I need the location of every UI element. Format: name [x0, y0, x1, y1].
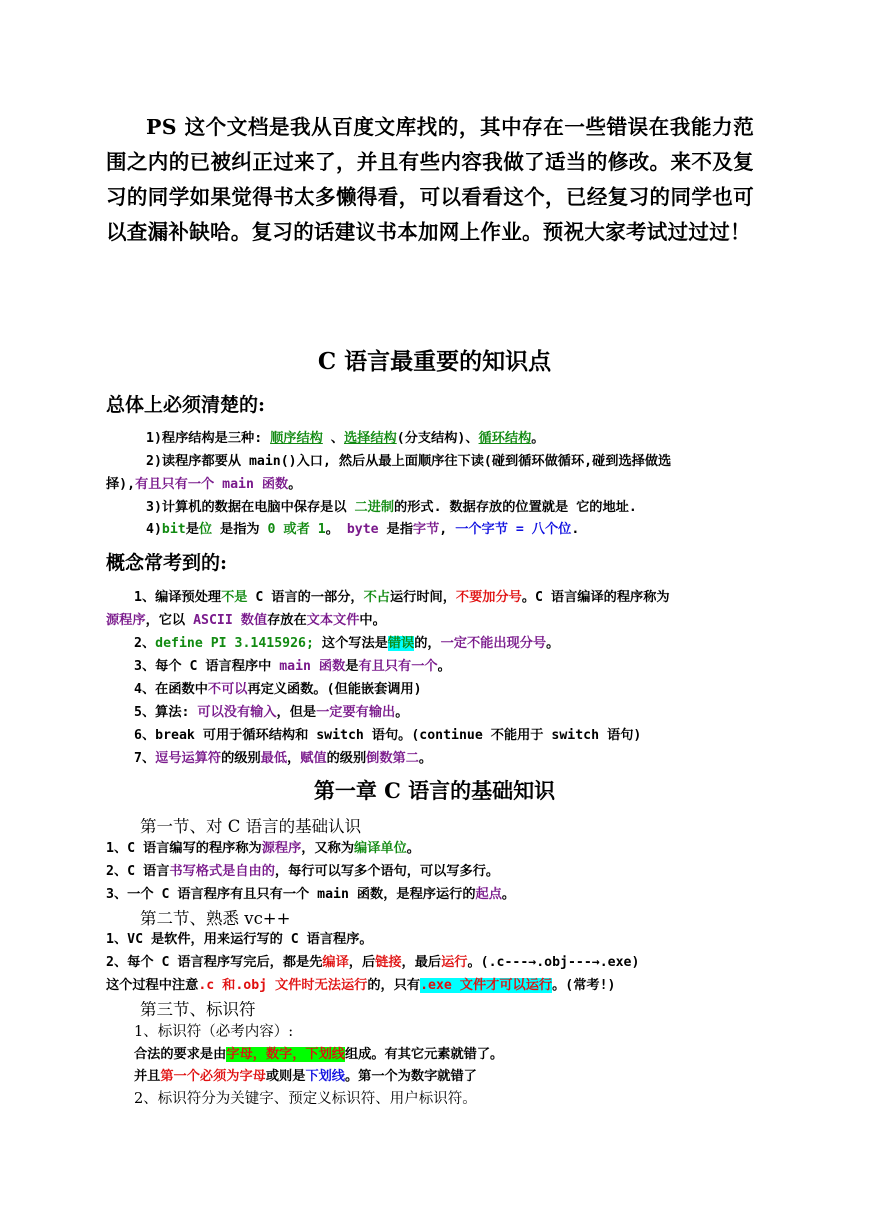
text: .	[571, 522, 580, 537]
intro-text: 这个文档是我从百度文库找的，其中存在一些错误在我能力范围之内的已被纠正过来了，并且有些内容我做了适当的修改。来不及复习的同学如果觉得书太多懒得看，可以看看这个，已经复习的同学也可以查漏补缺哈。复习的话建议书本加网上作业。预祝大家考试过过过！	[106, 115, 754, 244]
text: 5、算法:	[134, 705, 198, 720]
text: 1、编译预处理	[134, 590, 222, 605]
text: (分支结构)、	[396, 431, 479, 446]
text: 。	[501, 887, 516, 902]
text: 。C 语言编译的程序称为	[521, 590, 670, 605]
text: 源程序	[106, 613, 146, 628]
text: .c 和.obj 文件时无法运行	[198, 978, 368, 993]
text: ,	[439, 522, 456, 537]
text: define PI 3.1415926;	[155, 636, 314, 651]
intro-ps: PS	[146, 115, 177, 139]
text: 。	[395, 705, 409, 720]
text: 2、每个 C 语言程序写完后，都是先	[106, 955, 323, 970]
text: ，后	[348, 955, 376, 970]
text: 编译单位	[354, 841, 407, 856]
text: byte	[346, 522, 379, 537]
text: 组成。有其它元素就错了。	[345, 1047, 504, 1062]
text: ，每行可以写多个语句，可以写多行。	[274, 864, 500, 879]
s2-line1b	[106, 609, 386, 628]
text: 起点	[475, 887, 502, 902]
s1-line2a: 2)读程序都要从 main()入口, 然后从最上面顺序往下读(碰到循环做循环,碰到选择做选	[146, 454, 672, 469]
c1-s1-line2	[106, 860, 499, 879]
text: 字节	[412, 522, 440, 537]
text: 或则是	[265, 1069, 306, 1084]
text: 。(.c---→.obj---→.exe)	[467, 955, 640, 970]
text: main 函数	[279, 659, 346, 674]
c1-s2-line1: 1、VC 是软件，用来运行写的 C 语言程序。	[106, 932, 373, 947]
chapter1-section3-title: 第三节、标识符	[140, 1000, 256, 1019]
text: 不可以	[207, 682, 248, 697]
text: 的，	[414, 636, 441, 651]
c1-s2-line3	[106, 974, 615, 993]
c1-s3-line4: 2、标识符分为关键字、预定义标识符、用户标识符。	[134, 1091, 477, 1107]
text: 有且只有一个	[358, 659, 438, 674]
text: 这个写法是	[313, 636, 388, 651]
text: 不是	[221, 590, 248, 605]
text: 书写格式是自由的	[169, 864, 275, 879]
text: 有且只有一个 main 函数	[135, 477, 289, 492]
text: ，它以	[145, 613, 194, 628]
text: ，最后	[401, 955, 442, 970]
text: 再定义函数。(但能嵌套调用)	[247, 682, 422, 697]
text: 是	[345, 659, 359, 674]
text: C 语言的一部分，	[247, 590, 364, 605]
main-title: C 语言最重要的知识点	[317, 348, 552, 375]
text: 。(常考!)	[552, 978, 616, 993]
text: 的级别	[326, 751, 367, 766]
text: 循环结构	[478, 431, 532, 446]
text: 可以没有输入	[197, 705, 277, 720]
text: ASCII 数值	[193, 613, 268, 628]
text: ，又称为	[301, 841, 355, 856]
text: 一定要有输出	[316, 705, 396, 720]
text: 存放在	[267, 613, 307, 628]
text: 3、一个 C 语言程序有且只有一个 main 函数，是程序运行的	[106, 887, 476, 902]
s2-line5	[134, 701, 408, 720]
section2-heading: 概念常考到的:	[106, 552, 228, 574]
text: .exe 文件才可以运行	[420, 978, 553, 993]
s1-line3	[146, 496, 637, 515]
text: 赋值	[300, 751, 327, 766]
text: 不占	[363, 590, 390, 605]
text: 位	[198, 522, 213, 537]
s2-line6: 6、break 可用于循环结构和 switch 语句。(continue 不能用于 switch 语句)	[134, 728, 642, 743]
c1-s1-line3	[106, 883, 515, 902]
s2-line2	[134, 632, 559, 651]
text: 。	[546, 636, 560, 651]
text: 。	[406, 841, 420, 856]
text: 顺序结构	[270, 431, 323, 446]
text: 逗号运算符	[155, 751, 222, 766]
text: 。第一个为数字就错了	[345, 1069, 477, 1084]
text: 链接	[375, 955, 402, 970]
text: 并且	[134, 1069, 161, 1084]
text: 一定不能出现分号	[440, 636, 547, 651]
text: 。	[288, 477, 302, 492]
text: 的级别	[221, 751, 261, 766]
text: 0 或者 1	[267, 522, 326, 537]
text: 字母，数字，下划线	[226, 1047, 345, 1062]
text: 这个过程中注意	[106, 978, 199, 993]
text: 不要加分号	[455, 590, 522, 605]
section1-heading: 总体上必须清楚的:	[106, 394, 266, 416]
text: 3、每个 C 语言程序中	[134, 659, 280, 674]
text: 下划线	[305, 1069, 345, 1084]
text: 的，只有	[367, 978, 421, 993]
intro-paragraph	[106, 110, 754, 250]
text: 的形式. 数据存放的位置就是 它的地址.	[394, 500, 637, 515]
text: 运行时间，	[389, 590, 456, 605]
c1-s3-line1: 1、标识符（必考内容）:	[134, 1024, 294, 1040]
text: ，但是	[276, 705, 317, 720]
c1-s2-line2	[106, 951, 639, 970]
text: 。	[437, 659, 451, 674]
c1-s3-line3	[134, 1065, 477, 1084]
text: 。	[325, 522, 347, 537]
s1-line2b	[106, 473, 301, 492]
text: 4、在函数中	[134, 682, 208, 697]
text: 错误	[387, 636, 415, 651]
text: 是	[185, 522, 199, 537]
text: 3)计算机的数据在电脑中保存是以	[146, 500, 355, 515]
text: 1)程序结构是三种:	[146, 431, 271, 446]
text: 一个字节 = 八个位	[455, 522, 572, 537]
chapter1-title: 第一章 C 语言的基础知识	[313, 778, 556, 803]
text: 二进制	[354, 500, 395, 515]
text: 合法的要求是由	[134, 1047, 227, 1062]
text: 4)	[146, 522, 162, 537]
s1-line4	[146, 518, 579, 537]
text: 1、C 语言编写的程序称为	[106, 841, 262, 856]
text: 最低	[260, 751, 288, 766]
text: 源程序	[261, 841, 302, 856]
s2-line1a	[134, 586, 670, 605]
s2-line3	[134, 655, 451, 674]
text: 是指	[378, 522, 413, 537]
text: 2、	[134, 636, 156, 651]
text: 。	[418, 751, 433, 766]
text: 中。	[359, 613, 386, 628]
text: 选择结构	[343, 431, 397, 446]
text: 择),	[106, 477, 136, 492]
s2-line7	[134, 747, 432, 766]
text: 编译	[322, 955, 349, 970]
text: 第一个必须为字母	[160, 1069, 266, 1084]
text: 运行	[441, 955, 468, 970]
text: bit	[161, 522, 186, 537]
s1-line1	[146, 427, 544, 446]
text: 是指为	[212, 522, 268, 537]
c1-s1-line1	[106, 837, 420, 856]
text: ，	[287, 751, 301, 766]
chapter1-section1-title: 第一节、对 C 语言的基础认识	[140, 817, 362, 836]
text: 、	[322, 431, 344, 446]
text: 2、C 语言	[106, 864, 170, 879]
chapter1-section2-title: 第二节、熟悉 vc++	[140, 909, 291, 928]
text: 。	[531, 431, 545, 446]
c1-s3-line2	[134, 1043, 503, 1062]
text: 7、	[134, 751, 156, 766]
text: 文本文件	[306, 613, 360, 628]
s2-line4	[134, 678, 422, 697]
text: 倒数第二	[366, 751, 419, 766]
